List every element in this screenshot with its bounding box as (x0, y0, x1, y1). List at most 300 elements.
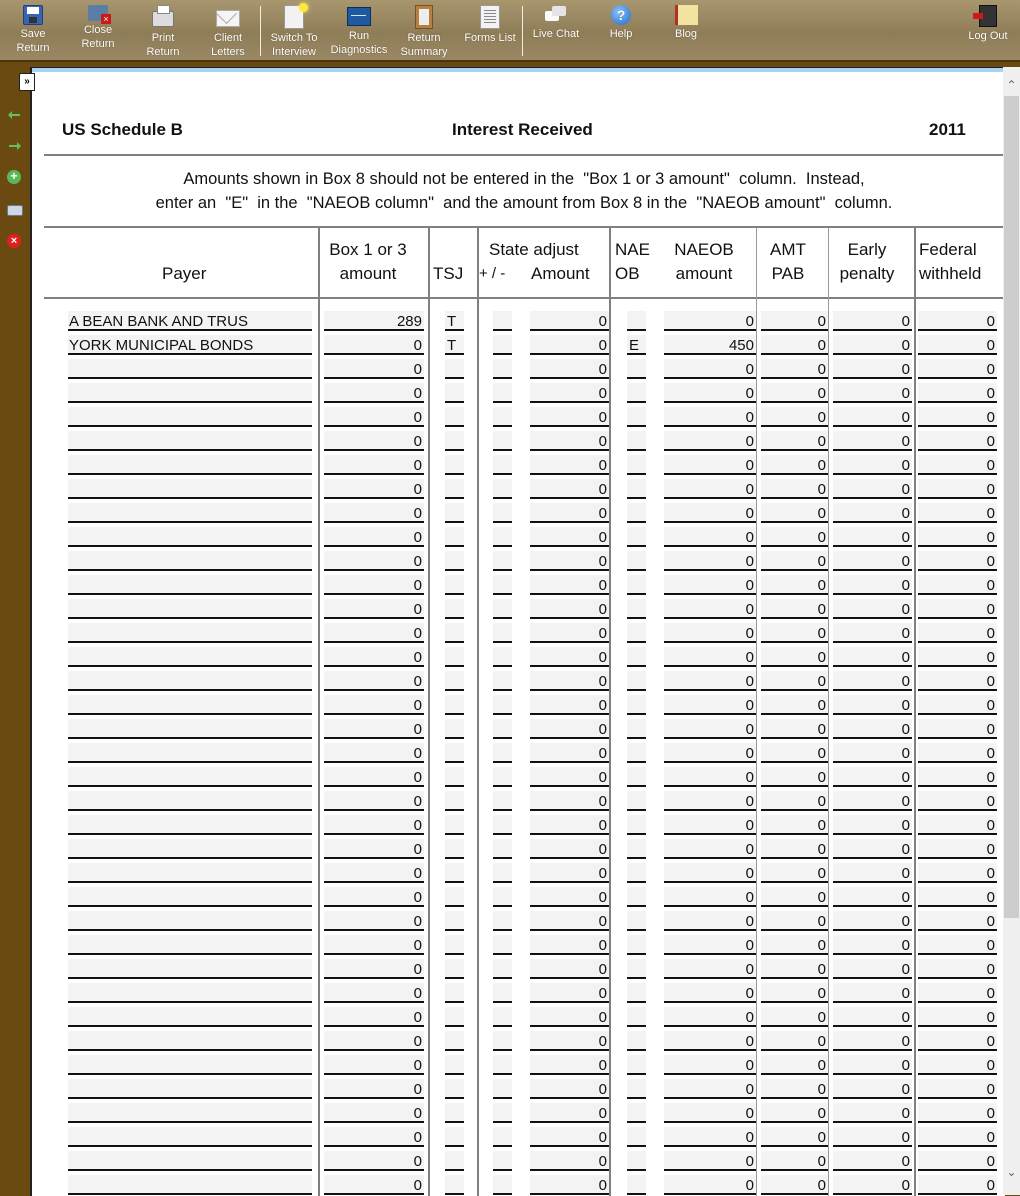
naeob-code-field[interactable] (627, 863, 646, 883)
naeob-amount-field[interactable]: 0 (664, 311, 756, 331)
state-adjust-sign-field[interactable] (493, 1103, 512, 1123)
naeob-amount-field[interactable]: 0 (664, 1127, 756, 1147)
box13-amount-field[interactable]: 0 (324, 1175, 424, 1195)
early-penalty-field[interactable]: 0 (833, 527, 912, 547)
amt-pab-field[interactable]: 0 (761, 407, 828, 427)
naeob-amount-field[interactable]: 0 (664, 359, 756, 379)
tsj-field[interactable] (445, 359, 464, 379)
state-adjust-sign-field[interactable] (493, 839, 512, 859)
tsj-field[interactable] (445, 743, 464, 763)
early-penalty-field[interactable]: 0 (833, 1103, 912, 1123)
federal-withheld-field[interactable]: 0 (918, 527, 997, 547)
early-penalty-field[interactable]: 0 (833, 623, 912, 643)
tsj-field[interactable] (445, 1103, 464, 1123)
box13-amount-field[interactable]: 0 (324, 743, 424, 763)
amt-pab-field[interactable]: 0 (761, 1103, 828, 1123)
federal-withheld-field[interactable]: 0 (918, 959, 997, 979)
federal-withheld-field[interactable]: 0 (918, 1055, 997, 1075)
naeob-amount-field[interactable]: 0 (664, 551, 756, 571)
tsj-field[interactable] (445, 791, 464, 811)
early-penalty-field[interactable]: 0 (833, 911, 912, 931)
payer-field[interactable] (68, 863, 312, 883)
naeob-amount-field[interactable]: 0 (664, 1103, 756, 1123)
state-adjust-sign-field[interactable] (493, 815, 512, 835)
amt-pab-field[interactable]: 0 (761, 479, 828, 499)
naeob-amount-field[interactable]: 0 (664, 671, 756, 691)
vertical-scrollbar[interactable] (1003, 67, 1020, 1195)
early-penalty-field[interactable]: 0 (833, 479, 912, 499)
state-adjust-amount-field[interactable]: 0 (530, 959, 609, 979)
state-adjust-amount-field[interactable]: 0 (530, 839, 609, 859)
amt-pab-field[interactable]: 0 (761, 791, 828, 811)
federal-withheld-field[interactable]: 0 (918, 1127, 997, 1147)
early-penalty-field[interactable]: 0 (833, 695, 912, 715)
box13-amount-field[interactable]: 0 (324, 695, 424, 715)
naeob-amount-field[interactable]: 0 (664, 1031, 756, 1051)
tsj-field[interactable] (445, 1151, 464, 1171)
federal-withheld-field[interactable]: 0 (918, 383, 997, 403)
early-penalty-field[interactable]: 0 (833, 959, 912, 979)
box13-amount-field[interactable]: 0 (324, 791, 424, 811)
blog-button[interactable] (655, 5, 717, 41)
box13-amount-field[interactable]: 0 (324, 1055, 424, 1075)
amt-pab-field[interactable]: 0 (761, 383, 828, 403)
tsj-field[interactable] (445, 1079, 464, 1099)
federal-withheld-field[interactable]: 0 (918, 1031, 997, 1051)
amt-pab-field[interactable]: 0 (761, 1175, 828, 1195)
state-adjust-amount-field[interactable]: 0 (530, 887, 609, 907)
state-adjust-sign-field[interactable] (493, 455, 512, 475)
payer-field[interactable] (68, 791, 312, 811)
box13-amount-field[interactable]: 0 (324, 1007, 424, 1027)
state-adjust-sign-field[interactable] (493, 383, 512, 403)
payer-field[interactable] (68, 479, 312, 499)
state-adjust-sign-field[interactable] (493, 671, 512, 691)
amt-pab-field[interactable]: 0 (761, 311, 828, 331)
naeob-code-field[interactable] (627, 911, 646, 931)
log-out-button[interactable] (957, 5, 1019, 43)
state-adjust-sign-field[interactable] (493, 479, 512, 499)
federal-withheld-field[interactable]: 0 (918, 575, 997, 595)
federal-withheld-field[interactable]: 0 (918, 1079, 997, 1099)
payer-field[interactable] (68, 983, 312, 1003)
state-adjust-amount-field[interactable]: 0 (530, 695, 609, 715)
naeob-amount-field[interactable]: 0 (664, 1175, 756, 1195)
amt-pab-field[interactable]: 0 (761, 1055, 828, 1075)
box13-amount-field[interactable]: 0 (324, 335, 424, 355)
federal-withheld-field[interactable]: 0 (918, 815, 997, 835)
payer-field[interactable] (68, 695, 312, 715)
tsj-field[interactable] (445, 1127, 464, 1147)
state-adjust-amount-field[interactable]: 0 (530, 935, 609, 955)
amt-pab-field[interactable]: 0 (761, 983, 828, 1003)
payer-field[interactable] (68, 1007, 312, 1027)
payer-field[interactable] (68, 623, 312, 643)
state-adjust-amount-field[interactable]: 0 (530, 1055, 609, 1075)
payer-field[interactable] (68, 407, 312, 427)
state-adjust-amount-field[interactable]: 0 (530, 431, 609, 451)
state-adjust-amount-field[interactable]: 0 (530, 671, 609, 691)
naeob-amount-field[interactable]: 0 (664, 503, 756, 523)
state-adjust-amount-field[interactable]: 0 (530, 1175, 609, 1195)
tsj-field[interactable] (445, 695, 464, 715)
payer-field[interactable]: YORK MUNICIPAL BONDS (68, 335, 312, 355)
state-adjust-sign-field[interactable] (493, 623, 512, 643)
federal-withheld-field[interactable]: 0 (918, 911, 997, 931)
early-penalty-field[interactable]: 0 (833, 455, 912, 475)
box13-amount-field[interactable]: 0 (324, 911, 424, 931)
federal-withheld-field[interactable]: 0 (918, 839, 997, 859)
naeob-code-field[interactable] (627, 671, 646, 691)
box13-amount-field[interactable]: 0 (324, 1151, 424, 1171)
naeob-code-field[interactable] (627, 959, 646, 979)
state-adjust-amount-field[interactable]: 0 (530, 647, 609, 667)
tsj-field[interactable] (445, 863, 464, 883)
state-adjust-amount-field[interactable]: 0 (530, 551, 609, 571)
naeob-code-field[interactable] (627, 551, 646, 571)
naeob-amount-field[interactable]: 0 (664, 623, 756, 643)
scroll-up-icon[interactable]: ⌃ (1006, 78, 1017, 92)
live-chat-button[interactable] (525, 5, 587, 41)
state-adjust-sign-field[interactable] (493, 503, 512, 523)
naeob-code-field[interactable] (627, 527, 646, 547)
box13-amount-field[interactable]: 0 (324, 1127, 424, 1147)
forms-list-button[interactable] (459, 5, 521, 45)
naeob-amount-field[interactable]: 0 (664, 791, 756, 811)
scroll-down-icon[interactable]: ⌄ (1006, 1165, 1017, 1179)
federal-withheld-field[interactable]: 0 (918, 1103, 997, 1123)
box13-amount-field[interactable]: 0 (324, 455, 424, 475)
box13-amount-field[interactable]: 0 (324, 887, 424, 907)
naeob-code-field[interactable] (627, 575, 646, 595)
early-penalty-field[interactable]: 0 (833, 383, 912, 403)
state-adjust-sign-field[interactable] (493, 959, 512, 979)
box13-amount-field[interactable]: 0 (324, 815, 424, 835)
early-penalty-field[interactable]: 0 (833, 671, 912, 691)
federal-withheld-field[interactable]: 0 (918, 431, 997, 451)
box13-amount-field[interactable]: 0 (324, 527, 424, 547)
federal-withheld-field[interactable]: 0 (918, 647, 997, 667)
box13-amount-field[interactable]: 0 (324, 383, 424, 403)
federal-withheld-field[interactable]: 0 (918, 335, 997, 355)
box13-amount-field[interactable]: 0 (324, 671, 424, 691)
state-adjust-amount-field[interactable]: 0 (530, 575, 609, 595)
naeob-code-field[interactable] (627, 935, 646, 955)
switch-to-interview-button[interactable] (263, 5, 325, 59)
state-adjust-sign-field[interactable] (493, 311, 512, 331)
state-adjust-amount-field[interactable]: 0 (530, 599, 609, 619)
naeob-code-field[interactable] (627, 743, 646, 763)
save-return-button[interactable] (2, 5, 64, 55)
payer-field[interactable] (68, 527, 312, 547)
naeob-amount-field[interactable]: 0 (664, 407, 756, 427)
tsj-field[interactable] (445, 935, 464, 955)
early-penalty-field[interactable]: 0 (833, 431, 912, 451)
amt-pab-field[interactable]: 0 (761, 575, 828, 595)
state-adjust-sign-field[interactable] (493, 407, 512, 427)
federal-withheld-field[interactable]: 0 (918, 455, 997, 475)
payer-field[interactable] (68, 959, 312, 979)
tsj-field[interactable] (445, 1007, 464, 1027)
box13-amount-field[interactable]: 0 (324, 1031, 424, 1051)
amt-pab-field[interactable]: 0 (761, 959, 828, 979)
state-adjust-amount-field[interactable]: 0 (530, 791, 609, 811)
tsj-field[interactable]: T (445, 311, 464, 331)
early-penalty-field[interactable]: 0 (833, 719, 912, 739)
state-adjust-sign-field[interactable] (493, 1127, 512, 1147)
state-adjust-sign-field[interactable] (493, 1175, 512, 1195)
state-adjust-sign-field[interactable] (493, 983, 512, 1003)
federal-withheld-field[interactable]: 0 (918, 935, 997, 955)
tsj-field[interactable] (445, 455, 464, 475)
naeob-code-field[interactable]: E (627, 335, 646, 355)
naeob-code-field[interactable] (627, 1151, 646, 1171)
state-adjust-sign-field[interactable] (493, 527, 512, 547)
amt-pab-field[interactable]: 0 (761, 503, 828, 523)
box13-amount-field[interactable]: 0 (324, 839, 424, 859)
naeob-amount-field[interactable]: 0 (664, 1151, 756, 1171)
delete-circle-icon[interactable]: × (7, 234, 21, 248)
state-adjust-amount-field[interactable]: 0 (530, 383, 609, 403)
payer-field[interactable] (68, 839, 312, 859)
state-adjust-sign-field[interactable] (493, 1079, 512, 1099)
naeob-code-field[interactable] (627, 1127, 646, 1147)
early-penalty-field[interactable]: 0 (833, 791, 912, 811)
payer-field[interactable] (68, 671, 312, 691)
payer-field[interactable] (68, 1055, 312, 1075)
tsj-field[interactable] (445, 575, 464, 595)
early-penalty-field[interactable]: 0 (833, 839, 912, 859)
early-penalty-field[interactable]: 0 (833, 335, 912, 355)
state-adjust-amount-field[interactable]: 0 (530, 983, 609, 1003)
state-adjust-sign-field[interactable] (493, 719, 512, 739)
federal-withheld-field[interactable]: 0 (918, 743, 997, 763)
close-return-button[interactable] (67, 5, 129, 51)
state-adjust-sign-field[interactable] (493, 935, 512, 955)
payer-field[interactable] (68, 887, 312, 907)
naeob-amount-field[interactable]: 0 (664, 479, 756, 499)
state-adjust-amount-field[interactable]: 0 (530, 623, 609, 643)
federal-withheld-field[interactable]: 0 (918, 311, 997, 331)
naeob-amount-field[interactable]: 0 (664, 431, 756, 451)
state-adjust-amount-field[interactable]: 0 (530, 1127, 609, 1147)
federal-withheld-field[interactable]: 0 (918, 671, 997, 691)
tsj-field[interactable] (445, 1175, 464, 1195)
early-penalty-field[interactable]: 0 (833, 767, 912, 787)
state-adjust-sign-field[interactable] (493, 431, 512, 451)
payer-field[interactable]: A BEAN BANK AND TRUS (68, 311, 312, 331)
box13-amount-field[interactable]: 0 (324, 599, 424, 619)
arrow-right-icon[interactable] (7, 139, 21, 153)
state-adjust-sign-field[interactable] (493, 1007, 512, 1027)
tsj-field[interactable] (445, 959, 464, 979)
print-return-button[interactable] (132, 5, 194, 59)
help-button[interactable] (590, 5, 652, 41)
state-adjust-amount-field[interactable]: 0 (530, 503, 609, 523)
state-adjust-amount-field[interactable]: 0 (530, 1103, 609, 1123)
state-adjust-sign-field[interactable] (493, 599, 512, 619)
payer-field[interactable] (68, 1031, 312, 1051)
federal-withheld-field[interactable]: 0 (918, 551, 997, 571)
early-penalty-field[interactable]: 0 (833, 575, 912, 595)
early-penalty-field[interactable]: 0 (833, 935, 912, 955)
box13-amount-field[interactable]: 0 (324, 959, 424, 979)
expand-panel-button[interactable]: » (19, 73, 35, 91)
naeob-code-field[interactable] (627, 479, 646, 499)
naeob-code-field[interactable] (627, 383, 646, 403)
tsj-field[interactable] (445, 767, 464, 787)
box13-amount-field[interactable]: 0 (324, 359, 424, 379)
naeob-code-field[interactable] (627, 647, 646, 667)
naeob-amount-field[interactable]: 0 (664, 863, 756, 883)
amt-pab-field[interactable]: 0 (761, 815, 828, 835)
naeob-amount-field[interactable]: 0 (664, 383, 756, 403)
amt-pab-field[interactable]: 0 (761, 1031, 828, 1051)
naeob-code-field[interactable] (627, 431, 646, 451)
state-adjust-amount-field[interactable]: 0 (530, 359, 609, 379)
early-penalty-field[interactable]: 0 (833, 551, 912, 571)
federal-withheld-field[interactable]: 0 (918, 695, 997, 715)
payer-field[interactable] (68, 455, 312, 475)
state-adjust-amount-field[interactable]: 0 (530, 911, 609, 931)
amt-pab-field[interactable]: 0 (761, 647, 828, 667)
tsj-field[interactable] (445, 887, 464, 907)
state-adjust-amount-field[interactable]: 0 (530, 743, 609, 763)
amt-pab-field[interactable]: 0 (761, 431, 828, 451)
tsj-field[interactable] (445, 671, 464, 691)
early-penalty-field[interactable]: 0 (833, 311, 912, 331)
payer-field[interactable] (68, 719, 312, 739)
early-penalty-field[interactable]: 0 (833, 1127, 912, 1147)
tsj-field[interactable] (445, 647, 464, 667)
federal-withheld-field[interactable]: 0 (918, 407, 997, 427)
box13-amount-field[interactable]: 0 (324, 551, 424, 571)
federal-withheld-field[interactable]: 0 (918, 1151, 997, 1171)
state-adjust-sign-field[interactable] (493, 1055, 512, 1075)
amt-pab-field[interactable]: 0 (761, 695, 828, 715)
naeob-amount-field[interactable]: 0 (664, 959, 756, 979)
payer-field[interactable] (68, 431, 312, 451)
naeob-code-field[interactable] (627, 407, 646, 427)
naeob-amount-field[interactable]: 0 (664, 743, 756, 763)
early-penalty-field[interactable]: 0 (833, 1007, 912, 1027)
payer-field[interactable] (68, 743, 312, 763)
tsj-field[interactable] (445, 431, 464, 451)
federal-withheld-field[interactable]: 0 (918, 791, 997, 811)
naeob-amount-field[interactable]: 0 (664, 1007, 756, 1027)
amt-pab-field[interactable]: 0 (761, 1079, 828, 1099)
early-penalty-field[interactable]: 0 (833, 815, 912, 835)
tsj-field[interactable] (445, 479, 464, 499)
naeob-amount-field[interactable]: 0 (664, 575, 756, 595)
naeob-amount-field[interactable]: 0 (664, 983, 756, 1003)
naeob-code-field[interactable] (627, 359, 646, 379)
box13-amount-field[interactable]: 289 (324, 311, 424, 331)
payer-field[interactable] (68, 551, 312, 571)
state-adjust-sign-field[interactable] (493, 767, 512, 787)
tsj-field[interactable] (445, 407, 464, 427)
payer-field[interactable] (68, 647, 312, 667)
naeob-code-field[interactable] (627, 767, 646, 787)
state-adjust-sign-field[interactable] (493, 887, 512, 907)
box13-amount-field[interactable]: 0 (324, 935, 424, 955)
naeob-code-field[interactable] (627, 599, 646, 619)
tsj-field[interactable] (445, 839, 464, 859)
early-penalty-field[interactable]: 0 (833, 407, 912, 427)
amt-pab-field[interactable]: 0 (761, 719, 828, 739)
naeob-code-field[interactable] (627, 695, 646, 715)
federal-withheld-field[interactable]: 0 (918, 623, 997, 643)
early-penalty-field[interactable]: 0 (833, 1175, 912, 1195)
box13-amount-field[interactable]: 0 (324, 983, 424, 1003)
tsj-field[interactable] (445, 551, 464, 571)
state-adjust-amount-field[interactable]: 0 (530, 1079, 609, 1099)
state-adjust-amount-field[interactable]: 0 (530, 1031, 609, 1051)
box13-amount-field[interactable]: 0 (324, 503, 424, 523)
early-penalty-field[interactable]: 0 (833, 863, 912, 883)
amt-pab-field[interactable]: 0 (761, 887, 828, 907)
amt-pab-field[interactable]: 0 (761, 335, 828, 355)
tsj-field[interactable] (445, 1031, 464, 1051)
amt-pab-field[interactable]: 0 (761, 743, 828, 763)
naeob-amount-field[interactable]: 0 (664, 887, 756, 907)
tsj-field[interactable] (445, 911, 464, 931)
naeob-code-field[interactable] (627, 1175, 646, 1195)
state-adjust-sign-field[interactable] (493, 1151, 512, 1171)
state-adjust-amount-field[interactable]: 0 (530, 335, 609, 355)
box13-amount-field[interactable]: 0 (324, 863, 424, 883)
early-penalty-field[interactable]: 0 (833, 1079, 912, 1099)
arrow-left-icon[interactable] (7, 108, 21, 122)
state-adjust-amount-field[interactable]: 0 (530, 527, 609, 547)
payer-field[interactable] (68, 767, 312, 787)
naeob-code-field[interactable] (627, 887, 646, 907)
early-penalty-field[interactable]: 0 (833, 503, 912, 523)
tsj-field[interactable] (445, 527, 464, 547)
box13-amount-field[interactable]: 0 (324, 407, 424, 427)
early-penalty-field[interactable]: 0 (833, 647, 912, 667)
naeob-amount-field[interactable]: 0 (664, 695, 756, 715)
federal-withheld-field[interactable]: 0 (918, 1007, 997, 1027)
print-icon[interactable] (7, 205, 23, 216)
state-adjust-amount-field[interactable]: 0 (530, 479, 609, 499)
early-penalty-field[interactable]: 0 (833, 1055, 912, 1075)
state-adjust-sign-field[interactable] (493, 791, 512, 811)
state-adjust-sign-field[interactable] (493, 551, 512, 571)
naeob-amount-field[interactable]: 450 (664, 335, 756, 355)
federal-withheld-field[interactable]: 0 (918, 983, 997, 1003)
box13-amount-field[interactable]: 0 (324, 1079, 424, 1099)
naeob-code-field[interactable] (627, 839, 646, 859)
payer-field[interactable] (68, 383, 312, 403)
naeob-amount-field[interactable]: 0 (664, 719, 756, 739)
amt-pab-field[interactable]: 0 (761, 359, 828, 379)
naeob-amount-field[interactable]: 0 (664, 1055, 756, 1075)
payer-field[interactable] (68, 1079, 312, 1099)
federal-withheld-field[interactable]: 0 (918, 599, 997, 619)
naeob-amount-field[interactable]: 0 (664, 839, 756, 859)
payer-field[interactable] (68, 503, 312, 523)
naeob-amount-field[interactable]: 0 (664, 767, 756, 787)
naeob-code-field[interactable] (627, 719, 646, 739)
naeob-code-field[interactable] (627, 455, 646, 475)
payer-field[interactable] (68, 911, 312, 931)
amt-pab-field[interactable]: 0 (761, 911, 828, 931)
box13-amount-field[interactable]: 0 (324, 719, 424, 739)
amt-pab-field[interactable]: 0 (761, 527, 828, 547)
state-adjust-amount-field[interactable]: 0 (530, 1007, 609, 1027)
payer-field[interactable] (68, 1175, 312, 1195)
